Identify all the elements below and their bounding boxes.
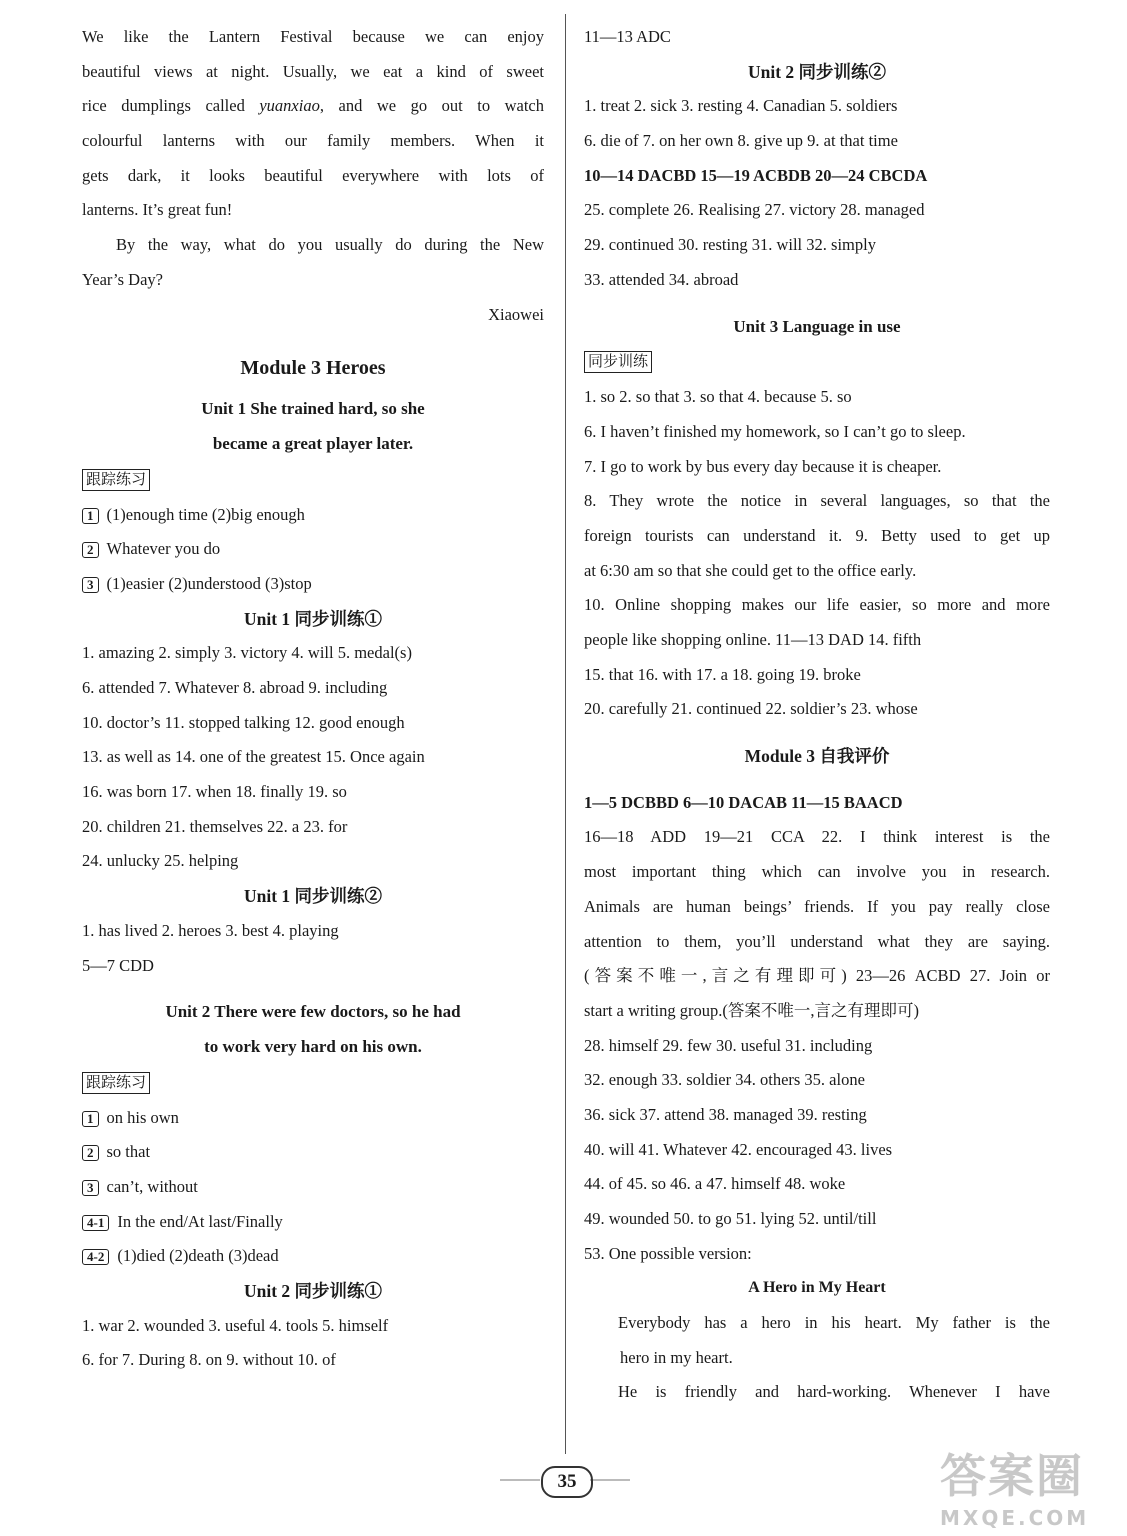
column-divider xyxy=(565,14,566,1454)
answer-line: 15. that 16. with 17. a 18. going 19. broke xyxy=(584,664,861,684)
answer-line: 10. doctor’s 11. stopped talking 12. good enough xyxy=(82,712,405,732)
module-title: Module 3 Heroes xyxy=(240,357,386,380)
page-number: 35 xyxy=(541,1466,593,1498)
answer-line: 11—13 ADC xyxy=(584,27,671,46)
question-number: 4-2 xyxy=(82,1249,109,1265)
answer-line: 4-2 (1)died (2)death (3)dead xyxy=(82,1239,544,1274)
answer-line: 3 (1)easier (2)understood (3)stop xyxy=(82,567,544,602)
essay-line: He is friendly and hard-working. Whenever I have xyxy=(618,1382,1050,1402)
essay-title: A Hero in My Heart xyxy=(748,1279,886,1297)
essay-line: Everybody has a hero in his heart. My father is the xyxy=(618,1313,1050,1333)
section-heading: Unit 2 同步训练① xyxy=(243,1281,383,1301)
answer-line: 16. was born 17. when 18. finally 19. so xyxy=(82,782,347,802)
answer-line: start a writing group.(答案不唯一,言之有理即可) xyxy=(584,1000,920,1020)
question-number: 1 xyxy=(82,1111,99,1127)
section-heading: Module 3 自我评价 xyxy=(744,746,890,767)
answer-line: Animals are human beings’ friends. If you pay really close xyxy=(584,896,1050,916)
answer-line: 4-1 In the end/At last/Finally xyxy=(82,1205,544,1240)
answer-line: 25. complete 26. Realising 27. victory 28. managed xyxy=(584,200,925,220)
section-heading: Unit 2 同步训练② xyxy=(747,61,887,82)
answer-line: 16—18 ADD 19—21 CCA 22. I think interest is the xyxy=(584,827,1050,847)
answer-line: 6. attended 7. Whatever 8. abroad 9. including xyxy=(82,678,388,697)
question-number: 1 xyxy=(82,508,99,524)
letter-line: rice dumplings called yuanxiao, and we go out to watch xyxy=(82,96,544,116)
answer-line: 36. sick 37. attend 38. managed 39. resting xyxy=(584,1104,867,1124)
question-number: 4-1 xyxy=(82,1215,109,1231)
answer-line: 1. treat 2. sick 3. resting 4. Canadian 5. soldiers xyxy=(584,96,898,116)
answer-line: 20. carefully 21. continued 22. soldier’s 23. whose xyxy=(584,699,918,719)
answer-line: 20. children 21. themselves 22. a 23. for xyxy=(82,816,348,836)
letter-line: colourful lanterns with our family members. When it xyxy=(82,131,544,151)
answer-line: 40. will 41. Whatever 42. encouraged 43. lives xyxy=(584,1139,893,1159)
answer-line: 6. for 7. During 8. on 9. without 10. of xyxy=(82,1350,336,1370)
answer-line: attention to them, you’ll understand what they are saying. xyxy=(584,931,1050,951)
section-heading: Unit 1 同步训练① xyxy=(243,608,383,629)
left-column xyxy=(82,20,544,1378)
answer-line: 1 (1)enough time (2)big enough xyxy=(82,498,544,533)
answer-line: 44. of 45. so 46. a 47. himself 48. woke xyxy=(584,1174,846,1194)
sync-practice-tag: 同步训练 xyxy=(584,351,652,373)
unit2-title: to work very hard on his own. xyxy=(204,1036,422,1056)
answer-line: 2 Whatever you do xyxy=(82,532,544,567)
unit2-title: Unit 2 There were few doctors, so he had xyxy=(165,1002,461,1022)
answer-line: at 6:30 am so that she could get to the office early. xyxy=(584,560,917,580)
track-practice-tag: 跟踪练习 xyxy=(82,469,150,491)
answer-line: 32. enough 33. soldier 34. others 35. alone xyxy=(584,1070,865,1090)
answer-line: 5—7 CDD xyxy=(82,955,154,975)
letter-line: Year’s Day? xyxy=(82,269,163,289)
letter-line: lanterns. It’s great fun! xyxy=(82,200,233,220)
answer-line: 6. I haven’t finished my homework, so I can’t go to sleep. xyxy=(584,421,966,441)
page-number-decoration xyxy=(500,1479,540,1481)
unit1-title: Unit 1 She trained hard, so she xyxy=(201,399,425,419)
section-heading: Unit 1 同步训练② xyxy=(243,886,383,907)
answer-line: 10—14 DACBD 15—19 ACBDB 20—24 CBCDA xyxy=(584,165,928,185)
watermark-logo: 答案圈 MXQE.COM xyxy=(940,1449,1090,1530)
letter-line: We like the Lantern Festival because we can enjoy xyxy=(82,27,544,46)
answer-line: 1. amazing 2. simply 3. victory 4. will 5. medal(s) xyxy=(82,643,412,663)
answer-line: 2 so that xyxy=(82,1135,544,1170)
answer-line: (答案不唯一,言之有理即可) 23—26 ACBD 27. Join or xyxy=(584,966,1050,986)
question-number: 3 xyxy=(82,577,99,593)
answer-line: 29. continued 30. resting 31. will 32. simply xyxy=(584,235,876,255)
essay-line: hero in my heart. xyxy=(620,1347,733,1367)
letter-line: beautiful views at night. Usually, we eat a kind of sweet xyxy=(82,61,544,81)
page-number-decoration xyxy=(590,1479,630,1481)
answer-line: 13. as well as 14. one of the greatest 15. Once again xyxy=(82,747,425,767)
answer-line: 28. himself 29. few 30. useful 31. including xyxy=(584,1035,873,1055)
unit1-title: became a great player later. xyxy=(212,433,414,453)
answer-line: 7. I go to work by bus every day because it is cheaper. xyxy=(584,456,942,476)
answer-line: 1. has lived 2. heroes 3. best 4. playing xyxy=(82,920,339,940)
letter-line: By the way, what do you usually do during the New xyxy=(116,235,544,255)
answer-line: 49. wounded 50. to go 51. lying 52. until/till xyxy=(584,1209,877,1228)
answer-line: 10. Online shopping makes our life easier, so more and more xyxy=(584,595,1050,615)
answer-line: 1. war 2. wounded 3. useful 4. tools 5. himself xyxy=(82,1315,389,1335)
answer-line: 33. attended 34. abroad xyxy=(584,269,739,289)
answer-line: 8. They wrote the notice in several languages, so that the xyxy=(584,491,1050,511)
question-number: 2 xyxy=(82,542,99,558)
answer-line: foreign tourists can understand it. 9. Betty used to get up xyxy=(584,525,1050,545)
answer-line: 6. die of 7. on her own 8. give up 9. at that time xyxy=(584,131,898,151)
track-practice-tag: 跟踪练习 xyxy=(82,1072,150,1094)
answer-line: people like shopping online. 11—13 DAD 14. fifth xyxy=(584,630,922,649)
letter-signature: Xiaowei xyxy=(488,304,544,324)
answer-line: 3 can’t, without xyxy=(82,1170,544,1205)
unit3-title: Unit 3 Language in use xyxy=(733,316,901,336)
answer-line: 1—5 DCBBD 6—10 DACAB 11—15 BAACD xyxy=(584,792,903,812)
question-number: 2 xyxy=(82,1145,99,1161)
answer-line: 24. unlucky 25. helping xyxy=(82,851,239,871)
right-column xyxy=(584,20,1050,1410)
letter-line: gets dark, it looks beautiful everywhere with lots of xyxy=(82,165,544,185)
answer-line: most important thing which can involve you in research. xyxy=(584,862,1050,882)
question-number: 3 xyxy=(82,1180,99,1196)
answer-line: 1. so 2. so that 3. so that 4. because 5. so xyxy=(584,387,852,407)
answer-line: 53. One possible version: xyxy=(584,1243,752,1263)
answer-line: 1 on his own xyxy=(82,1101,544,1136)
